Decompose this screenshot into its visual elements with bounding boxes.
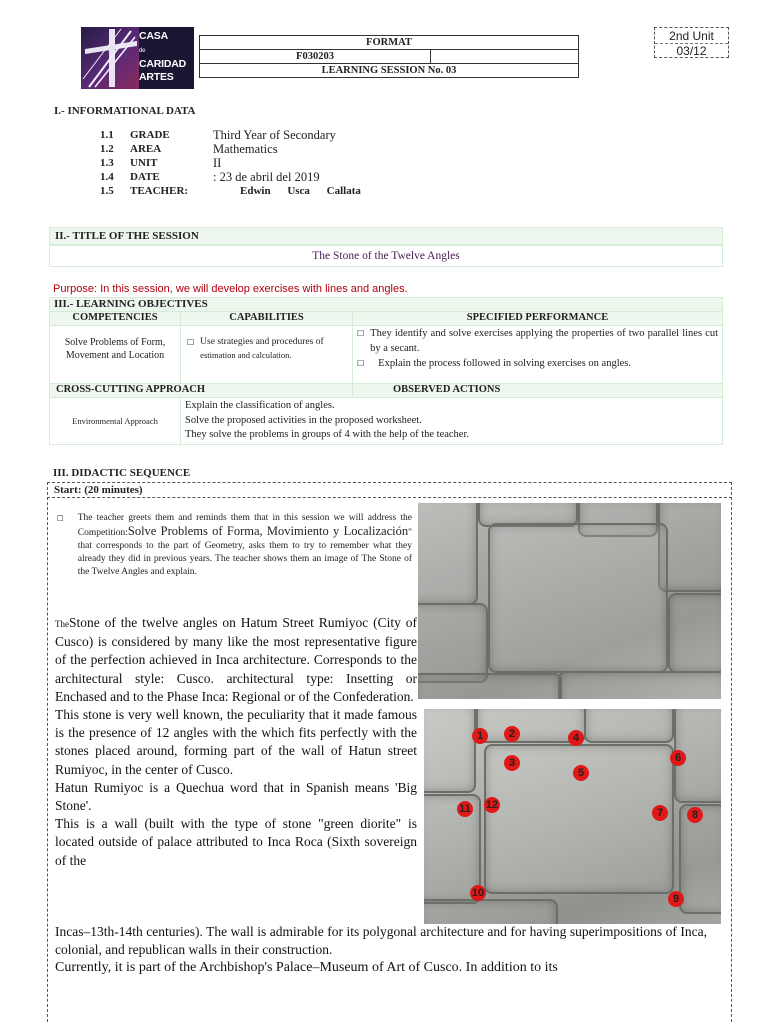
angle-marker: 3 — [504, 755, 520, 771]
objectives-heading: III.- LEARNING OBJECTIVES — [50, 298, 723, 312]
competency-text: Solve Problems of Form, Movement and Location — [64, 337, 166, 361]
col-competencies: COMPETENCIES — [50, 312, 181, 326]
angle-marker: 9 — [668, 891, 684, 907]
capability-text-2: estimation and calculation. — [200, 350, 292, 360]
info-row — [100, 156, 361, 170]
angle-marker: 12 — [485, 799, 499, 811]
info-label: GRADE — [130, 129, 170, 141]
unit-label: 2nd Unit — [655, 29, 728, 44]
stone-description — [55, 614, 417, 870]
angle-marker: 7 — [652, 805, 668, 821]
angle-marker: 5 — [573, 765, 589, 781]
format-code: F030203 — [200, 50, 431, 64]
intro-paragraph — [57, 512, 412, 579]
angle-marker: 6 — [670, 750, 686, 766]
info-num: 1.2 — [100, 143, 114, 155]
angle-marker: 1 — [472, 728, 488, 744]
action-item: Solve the proposed activities in the proposed worksheet. — [185, 414, 422, 426]
angle-marker: 8 — [687, 807, 703, 823]
title-section-header — [49, 227, 723, 245]
paragraph-2: This stone is very well known, the peculiarity that it made famous is the presence of 12 angles with the which fits perfectly with the stones placed around, forming part of the wall of Hatun street Rumiyoc, in the center of Cusco. — [55, 707, 417, 777]
info-value: Third Year of Secondary — [213, 128, 336, 142]
col-capabilities: CAPABILITIES — [181, 312, 353, 326]
unit-box — [654, 27, 729, 58]
start-label: Start: (20 minutes) — [54, 484, 143, 496]
action-item: Explain the classification of angles. — [185, 400, 335, 411]
info-value: II — [213, 156, 222, 170]
info-label: AREA — [130, 143, 162, 155]
info-row — [100, 128, 361, 142]
stone-photo — [418, 503, 721, 699]
info-label: DATE — [130, 171, 160, 183]
info-row — [100, 170, 361, 184]
performance-2: Explain the process followed in solving exercises on angles. — [378, 358, 631, 369]
informational-heading: I.- INFORMATIONAL DATA — [54, 105, 196, 117]
col-observed-actions: OBSERVED ACTIONS — [353, 384, 723, 398]
performance-cell — [353, 326, 723, 384]
action-item: They solve the problems in groups of 4 with the help of the teacher. — [185, 429, 470, 440]
angle-marker: 4 — [568, 730, 584, 746]
info-num: 1.1 — [100, 129, 114, 141]
checkbox-bullet-icon: ☐ — [357, 329, 365, 338]
col-performance: SPECIFIED PERFORMANCE — [353, 312, 723, 326]
intro-text-2: " that corresponds to the part of Geometry, asks them to try to remember what they already they did in previous years. The teacher shows them an image of The Stone of the Twelve Angles and explain. — [77, 528, 412, 577]
info-label: TEACHER: — [130, 185, 189, 197]
stone-description-continued — [55, 923, 707, 978]
logo-text: CASA de CARIDAD ARTES — [139, 30, 187, 83]
paragraph-3: Hatun Rumiyoc is a Quechua word that in Spanish means 'Big Stone'. — [55, 779, 417, 814]
intro-text-1: The teacher greets them and reminds them that in this session we will address the Competition: — [77, 513, 412, 538]
informational-list — [100, 128, 361, 198]
title-section-heading: II.- TITLE OF THE SESSION — [55, 230, 199, 242]
paragraph-5: Incas–13th-14th centuries). The wall is admirable for its polygonal architecture and for having superimpositions of Inca, colonial, and republican walls in their construction. — [55, 924, 707, 958]
paragraph-6: Currently, it is part of the Archbishop's Palace–Museum of Art of Cusco. In addition to its — [55, 960, 558, 976]
objectives-table — [49, 297, 723, 445]
session-title: The Stone of the Twelve Angles — [49, 245, 723, 267]
checkbox-bullet-icon: ☐ — [187, 338, 195, 347]
paragraph-1: Stone of the twelve angles on Hatum Street Rumiyoc (City of Cusco) is considered by many like the most representative figure of the perfection achieved in Inca architecture. Corresponds to the architectural style: Cusco. architectural type: Insetting or Enchased and to the Phase Inca: Regional or of the Confederation. — [55, 615, 417, 704]
purpose-text: Purpose: In this session, we will develop exercises with lines and angles. — [53, 283, 408, 295]
info-row — [100, 142, 361, 156]
cross-emblem — [81, 27, 139, 89]
col-cross-cutting: CROSS-CUTTING APPROACH — [50, 384, 353, 398]
school-logo — [81, 27, 194, 89]
stone-photo-annotated — [424, 709, 721, 924]
info-row — [100, 184, 361, 198]
paragraph-4: This is a wall (built with the type of stone "green diorite" is located outside of palace attributed to Inca Roca (Sixth sovereign of the — [55, 816, 417, 868]
info-value: Edwin Usca Callata — [240, 185, 361, 197]
format-empty-cell — [431, 50, 579, 64]
intro-competition: Solve Problems of Forma, Movimiento y Localización — [127, 524, 409, 538]
angle-marker: 2 — [504, 726, 520, 742]
angle-marker: 11 — [457, 801, 473, 817]
info-label: UNIT — [130, 157, 158, 169]
info-value: Mathematics — [213, 142, 278, 156]
session-label: LEARNING SESSION No. 03 — [200, 64, 579, 78]
the-prefix: The — [55, 619, 69, 629]
format-table — [199, 35, 579, 78]
capability-cell — [181, 326, 353, 384]
checkbox-bullet-icon: ☐ — [357, 359, 365, 368]
capability-text: Use strategies and procedures of — [200, 337, 324, 347]
info-value: : 23 de abril del 2019 — [213, 170, 320, 184]
unit-page: 03/12 — [676, 44, 707, 58]
start-divider — [47, 497, 732, 498]
performance-1: They identify and solve exercises applying the properties of two parallel lines cut by a secant. — [370, 328, 718, 354]
info-num: 1.5 — [100, 185, 114, 197]
info-num: 1.3 — [100, 157, 114, 169]
checkbox-bullet-icon: ☐ — [57, 514, 64, 523]
info-num: 1.4 — [100, 171, 114, 183]
approach-cell: Environmental Approach — [50, 398, 181, 445]
actions-cell — [181, 398, 723, 445]
sequence-heading: III. DIDACTIC SEQUENCE — [53, 467, 191, 479]
competency-cell — [50, 326, 181, 384]
format-label: FORMAT — [200, 36, 579, 50]
angle-marker: 10 — [471, 887, 485, 899]
